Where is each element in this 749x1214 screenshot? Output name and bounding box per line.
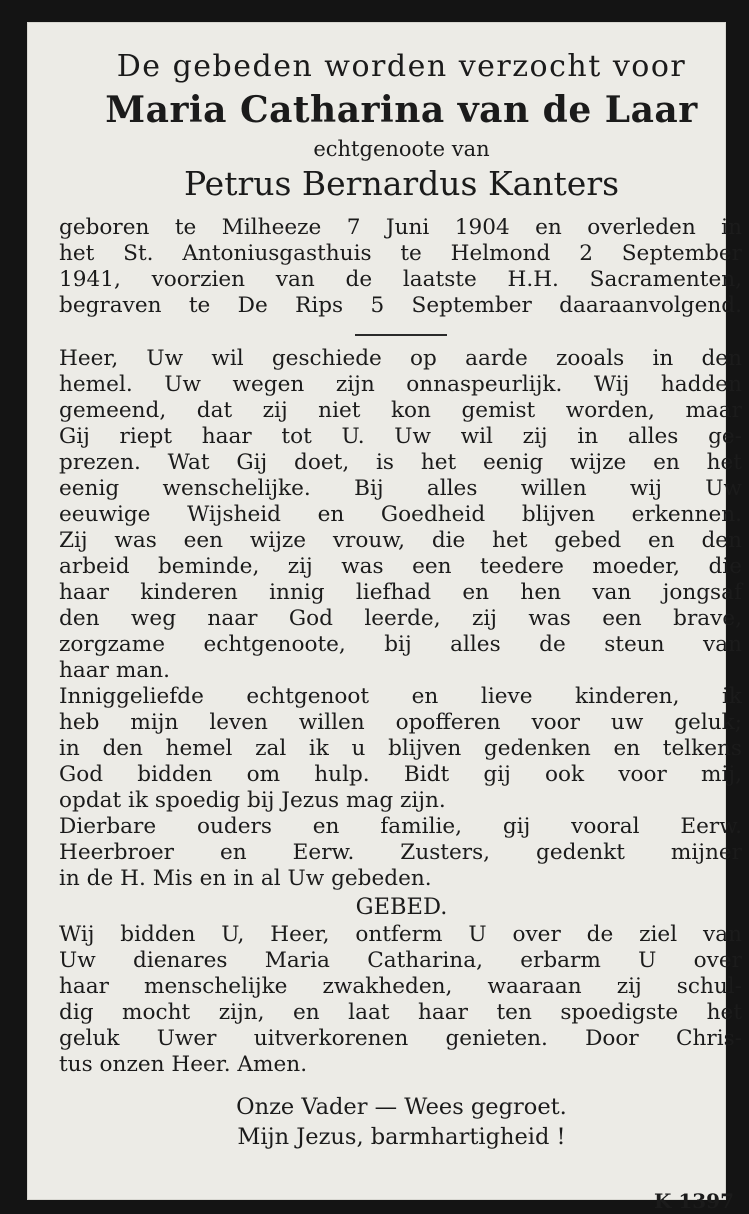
prayer-line: geluk Uwer uitverkorenen genieten. Door Chris- (59, 1026, 742, 1051)
text-line: in den hemel zal ik u blijven gedenken en telkens (59, 736, 742, 761)
spouse-name: Petrus Bernardus Kanters (183, 164, 620, 203)
text-line: opdat ik spoedig bij Jezus mag zijn. (59, 788, 446, 813)
spouse-label: echtgenoote van (313, 137, 490, 161)
bio-line: 1941, voorzien van de laatste H.H. Sacramenten, (59, 267, 742, 292)
text-line: hemel. Uw wegen zijn onnaspeurlijk. Wij hadden (59, 372, 742, 397)
closing-line-1: Onze Vader — Wees gegroet. (236, 1094, 567, 1120)
text-line: Dierbare ouders en familie, gij vooral Eerw. (59, 814, 742, 839)
card-text-area (57, 49, 746, 1213)
text-line: in de H. Mis en in al Uw gebeden. (59, 866, 432, 891)
text-line: gemeend, dat zij niet kon gemist worden, maar (59, 398, 742, 423)
card-code: K 1397 (653, 1189, 734, 1213)
prayer-line: tus onzen Heer. Amen. (59, 1052, 308, 1077)
divider-rule (355, 334, 447, 336)
bio-line: begraven te De Rips 5 September daaraanvolgend. (59, 293, 742, 318)
prayer-line: haar menschelijke zwakheden, waaraan zij schul- (59, 974, 742, 999)
prayer-request-line: De gebeden worden verzocht voor (116, 49, 687, 84)
prayer-line: dig mocht zijn, en laat haar ten spoedigste het (59, 1000, 742, 1025)
deceased-name: Maria Catharina van de Laar (105, 89, 698, 131)
bio-line: geboren te Milheeze 7 Juni 1904 en overleden in (59, 215, 742, 240)
text-line: Inniggeliefde echtgenoot en lieve kinderen, ik (59, 684, 742, 709)
prayer-title: GEBED. (355, 894, 448, 920)
prayer-line: Wij bidden U, Heer, ontferm U over de ziel van (59, 922, 742, 947)
bio-line: het St. Antoniusgasthuis te Helmond 2 September (59, 241, 742, 266)
memorial-card (27, 22, 742, 1213)
closing-line-2: Mijn Jezus, barmhartigheid ! (237, 1124, 566, 1150)
text-line: den weg naar God leerde, zij was een brave, (59, 606, 742, 631)
text-line: zorgzame echtgenoote, bij alles de steun van (59, 632, 742, 657)
text-line: haar kinderen innig liefhad en hen van jongsaf (59, 580, 742, 605)
prayer-line: Uw dienares Maria Catharina, erbarm U over (59, 948, 742, 973)
text-line: Zij was een wijze vrouw, die het gebed en den (59, 528, 742, 553)
text-line: haar man. (59, 658, 170, 683)
text-line: arbeid beminde, zij was een teedere moeder, die (59, 554, 742, 579)
text-line: eenig wenschelijke. Bij alles willen wij Uw (59, 476, 742, 501)
text-line: Gij riept haar tot U. Uw wil zij in alles ge- (59, 424, 742, 449)
text-line: eeuwige Wijsheid en Goedheid blijven erkennen. (59, 502, 742, 527)
text-line: God bidden om hulp. Bidt gij ook voor mij, (59, 762, 742, 787)
text-line: heb mijn leven willen opofferen voor uw geluk; (59, 710, 742, 735)
text-line: Heer, Uw wil geschiede op aarde zooals in den (59, 346, 742, 371)
text-line: Heerbroer en Eerw. Zusters, gedenkt mijner (59, 840, 742, 865)
text-line: prezen. Wat Gij doet, is het eenig wijze en het (59, 450, 742, 475)
